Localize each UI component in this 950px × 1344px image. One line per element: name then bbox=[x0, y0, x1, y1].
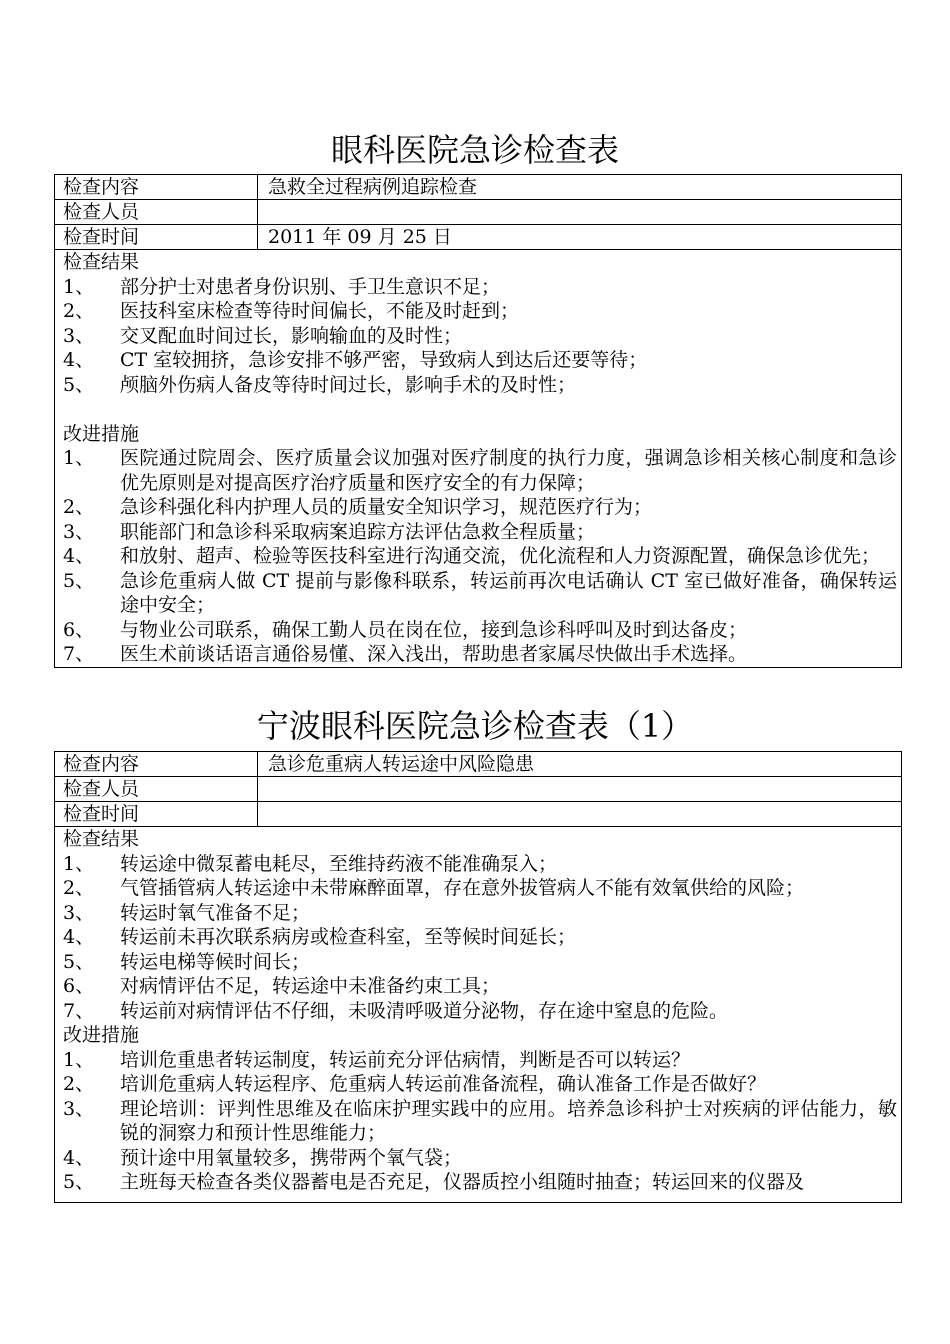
form1-measure-item-text: 急诊危重病人做 CT 提前与影像科联系，转运前再次电话确认 CT 室已做好准备，确保转运途中安全； bbox=[120, 569, 897, 616]
form2-result-item-number: 1、 bbox=[63, 852, 95, 875]
form2-title: 宁波眼科医院急诊检查表（1） bbox=[256, 707, 694, 745]
form2-inspector-row bbox=[55, 777, 901, 802]
form1-time-label: 检查时间 bbox=[55, 225, 258, 249]
form1-inspector-row bbox=[55, 200, 901, 225]
form1-inspector-value bbox=[258, 200, 901, 224]
form2-time-value bbox=[258, 802, 901, 826]
form1-result-item-text: CT 室较拥挤，急诊安排不够严密，导致病人到达后还要等待； bbox=[120, 349, 648, 371]
form2-measure-item-text: 主班每天检查各类仪器蓄电是否充足，仪器质控小组随时抽查；转运回来的仪器及 bbox=[120, 1171, 805, 1193]
form1-measure-item-number: 1、 bbox=[63, 447, 95, 469]
form1-measure-item-text: 职能部门和急诊科采取病案追踪方法评估急救全程质量； bbox=[120, 520, 596, 543]
form2-inspector-value bbox=[258, 777, 901, 801]
form1-measure-item-text: 与物业公司联系，确保工勤人员在岗在位，接到急诊科呼叫及时到达备皮； bbox=[120, 618, 748, 641]
form1-measure-item-text: 医生术前谈话语言通俗易懂、深入浅出，帮助患者家属尽快做出手术选择。 bbox=[120, 643, 748, 665]
form2-measure-item bbox=[63, 1072, 897, 1097]
form1-result-item bbox=[63, 324, 897, 349]
form2-result-item-text: 对病情评估不足，转运途中未准备约束工具； bbox=[120, 975, 501, 997]
form1-measure-item-number: 7、 bbox=[63, 643, 95, 665]
form2-time-row bbox=[55, 802, 901, 827]
form2-result-item bbox=[63, 999, 897, 1024]
form1-measure-item-number: 5、 bbox=[63, 569, 95, 592]
form1-table bbox=[54, 174, 902, 668]
form2-measure-item-text: 培训危重患者转运制度，转运前充分评估病情，判断是否可以转运？ bbox=[120, 1048, 691, 1071]
form2-results-label: 检查结果 bbox=[63, 828, 140, 850]
form1-result-item bbox=[63, 348, 897, 373]
form1-result-item bbox=[63, 373, 897, 398]
form2-result-item-number: 4、 bbox=[63, 926, 95, 948]
form2-result-item bbox=[63, 876, 897, 901]
form2-measure-item-number: 3、 bbox=[63, 1097, 95, 1120]
form2-result-item bbox=[63, 974, 897, 999]
form1-time-value: 2011 年 09 月 25 日 bbox=[268, 226, 452, 248]
form1-measure-item-number: 3、 bbox=[63, 520, 95, 543]
form2-measure-item-number: 2、 bbox=[63, 1073, 95, 1095]
form1-body bbox=[55, 250, 901, 667]
form2-result-item-text: 转运途中微泵蓄电耗尽，至维持药液不能准确泵入； bbox=[120, 852, 558, 875]
form1-content-label: 检查内容 bbox=[55, 175, 258, 199]
form2-result-item-number: 3、 bbox=[63, 901, 95, 924]
form1-result-item-number: 4、 bbox=[63, 349, 95, 371]
form2-result-item-number: 5、 bbox=[63, 950, 95, 973]
form1-measure-item bbox=[63, 544, 897, 569]
form1-results-list bbox=[63, 275, 897, 398]
form2-inspector-label: 检查人员 bbox=[55, 777, 258, 801]
form2-result-item bbox=[63, 901, 897, 926]
form2-result-item-text: 转运前未再次联系病房或检查科室，至等候时间延长； bbox=[120, 926, 577, 948]
form1-result-item-number: 3、 bbox=[63, 324, 95, 347]
form1-result-item-text: 颅脑外伤病人备皮等待时间过长，影响手术的及时性； bbox=[120, 373, 577, 396]
form2-measure-item-text: 培训危重病人转运程序、危重病人转运前准备流程，确认准备工作是否做好？ bbox=[120, 1073, 767, 1095]
form1-content-row bbox=[55, 175, 901, 200]
form1-results-label: 检查结果 bbox=[63, 251, 140, 273]
form2-measures-list bbox=[63, 1048, 897, 1195]
form2-measure-item-number: 1、 bbox=[63, 1048, 95, 1071]
form1-measure-item bbox=[63, 642, 897, 667]
form1-time-row bbox=[55, 225, 901, 250]
form2-result-item-number: 6、 bbox=[63, 975, 95, 997]
form1-result-item-number: 5、 bbox=[63, 373, 95, 396]
form2-result-item-text: 转运时氧气准备不足； bbox=[120, 901, 311, 924]
form1-result-item-number: 1、 bbox=[63, 275, 95, 298]
form2-measure-item-number: 4、 bbox=[63, 1146, 95, 1169]
form1-inspector-label: 检查人员 bbox=[55, 200, 258, 224]
form1-measure-item-text: 和放射、超声、检验等医技科室进行沟通交流，优化流程和人力资源配置，确保急诊优先； bbox=[120, 545, 881, 567]
form2-measure-item-number: 5、 bbox=[63, 1171, 95, 1193]
form1-measure-item bbox=[63, 520, 897, 545]
form1-measures-list bbox=[63, 446, 897, 667]
form2-content-row bbox=[55, 752, 901, 777]
form2-result-item-text: 转运电梯等候时间长； bbox=[120, 950, 311, 973]
form2-measure-item-text: 预计途中用氧量较多，携带两个氧气袋； bbox=[120, 1146, 463, 1169]
form1-content-value: 急救全过程病例追踪检查 bbox=[268, 176, 478, 198]
form1-measure-item-text: 急诊科强化科内护理人员的质量安全知识学习，规范医疗行为； bbox=[120, 496, 653, 518]
form1-result-item bbox=[63, 275, 897, 300]
form2-result-item bbox=[63, 852, 897, 877]
form1-measure-item-number: 6、 bbox=[63, 618, 95, 641]
form2-result-item-text: 气管插管病人转运途中未带麻醉面罩，存在意外拔管病人不能有效氧供给的风险； bbox=[120, 877, 805, 899]
form1-measure-item bbox=[63, 618, 897, 643]
form2-measure-item bbox=[63, 1097, 897, 1146]
form1-measure-item bbox=[63, 495, 897, 520]
form2-results-list bbox=[63, 852, 897, 1024]
form1-spacer bbox=[63, 397, 897, 422]
form1-result-item-number: 2、 bbox=[63, 300, 95, 322]
form1-result-item-text: 医技科室床检查等待时间偏长，不能及时赶到； bbox=[120, 300, 520, 322]
form2-result-item-number: 7、 bbox=[63, 999, 95, 1022]
form1-measure-item-number: 2、 bbox=[63, 496, 95, 518]
form2-body bbox=[55, 827, 901, 1195]
form2-result-item bbox=[63, 950, 897, 975]
form1-measure-item-text: 医院通过院周会、医疗质量会议加强对医疗制度的执行力度，强调急诊相关核心制度和急诊优先原则是对提高医疗治疗质量和医疗安全的有力保障； bbox=[120, 447, 897, 494]
form2-content-label: 检查内容 bbox=[55, 752, 258, 776]
form2-measure-item bbox=[63, 1146, 897, 1171]
form1-measure-item-number: 4、 bbox=[63, 545, 95, 567]
form2-table bbox=[54, 751, 902, 1203]
form1-measures-label: 改进措施 bbox=[63, 422, 140, 445]
form1-measure-item bbox=[63, 569, 897, 618]
form2-result-item bbox=[63, 925, 897, 950]
form2-measures-label: 改进措施 bbox=[63, 1024, 140, 1046]
form2-result-item-number: 2、 bbox=[63, 877, 95, 899]
form1-title: 眼科医院急诊检查表 bbox=[330, 131, 619, 169]
form2-measure-item-text: 理论培训：评判性思维及在临床护理实践中的应用。培养急诊科护士对疾病的评估能力，敏锐的洞察力和预计性思维能力； bbox=[120, 1097, 897, 1144]
form1-result-item-text: 交叉配血时间过长，影响输血的及时性； bbox=[120, 324, 463, 347]
form2-measure-item bbox=[63, 1048, 897, 1073]
form1-measure-item bbox=[63, 446, 897, 495]
form1-result-item bbox=[63, 299, 897, 324]
form2-content-value: 急诊危重病人转运途中风险隐患 bbox=[268, 753, 535, 775]
form2-measure-item bbox=[63, 1170, 897, 1195]
form2-time-label: 检查时间 bbox=[55, 802, 258, 826]
form2-result-item-text: 转运前对病情评估不仔细，未吸清呼吸道分泌物，存在途中窒息的危险。 bbox=[120, 999, 729, 1022]
form1-result-item-text: 部分护士对患者身份识别、手卫生意识不足； bbox=[120, 275, 501, 298]
